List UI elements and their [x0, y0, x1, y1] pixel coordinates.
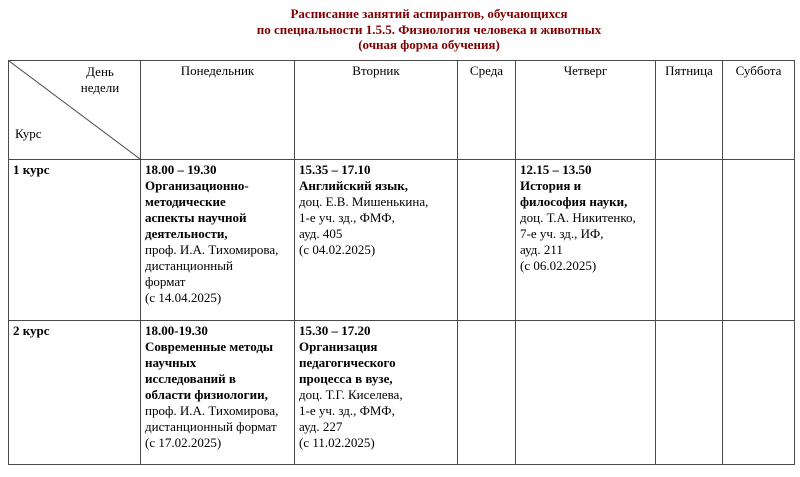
cell-course2-monday: [141, 321, 295, 465]
cell-course1-monday: [141, 160, 295, 321]
title-line-2: по специальности 1.5.5. Физиология человека и животных: [256, 21, 602, 37]
schedule-line: дистанционный: [145, 258, 233, 273]
cell-course1-friday: [656, 160, 723, 321]
title-line-1: Расписание занятий аспирантов, обучающихся: [290, 6, 568, 21]
schedule-line: ауд. 405: [299, 226, 343, 241]
header-monday: Понедельник: [141, 61, 295, 160]
header-row: [9, 61, 795, 160]
row-course-1: [9, 160, 795, 321]
schedule-line: методические: [145, 194, 226, 209]
schedule-line: философия науки,: [520, 194, 628, 209]
schedule-line: исследований в: [145, 371, 236, 386]
schedule-line: аспекты научной: [145, 210, 247, 225]
schedule-line: педагогического: [299, 355, 396, 370]
schedule-line: 15.30 – 17.20: [299, 323, 371, 338]
row-course-2: [9, 321, 795, 465]
document-title: [0, 6, 800, 53]
cell-course2-friday: [656, 321, 723, 465]
schedule-line: проф. И.А. Тихомирова,: [145, 242, 279, 257]
schedule-line: (с 06.02.2025): [520, 258, 597, 273]
schedule-line: Организационно-: [145, 178, 249, 193]
schedule-line: деятельности,: [145, 226, 228, 241]
cell-course2-thursday: [516, 321, 656, 465]
header-wednesday: Среда: [458, 61, 516, 160]
schedule-line: формат: [145, 274, 186, 289]
schedule-line: доц. Т.Г. Киселева,: [299, 387, 403, 402]
corner-label-course: Курс: [15, 126, 42, 141]
header-thursday: Четверг: [516, 61, 656, 160]
schedule-line: (с 04.02.2025): [299, 242, 376, 257]
header-tuesday: Вторник: [295, 61, 458, 160]
cell-course1-thursday: [516, 160, 656, 321]
header-saturday: Суббота: [723, 61, 795, 160]
schedule-line: научных: [145, 355, 197, 370]
cell-course2-tuesday: [295, 321, 458, 465]
cell-course1-tuesday: [295, 160, 458, 321]
schedule-line: 18.00 – 19.30: [145, 162, 217, 177]
cell-course1-saturday: [723, 160, 795, 321]
schedule-line: дистанционный формат: [145, 419, 277, 434]
cell-course2-wednesday: [458, 321, 516, 465]
cell-course1-wednesday: [458, 160, 516, 321]
schedule-line: История и: [520, 178, 582, 193]
schedule-table: [8, 60, 795, 465]
corner-label-day-of-week: День недели: [80, 64, 120, 95]
schedule-line: проф. И.А. Тихомирова,: [145, 403, 279, 418]
schedule-line: Организация: [299, 339, 378, 354]
schedule-line: доц. Е.В. Мишенькина,: [299, 194, 429, 209]
corner-cell-day-course: [9, 61, 141, 160]
schedule-line: (с 11.02.2025): [299, 435, 375, 450]
course-2-label: 2 курс: [9, 321, 141, 465]
schedule-line: доц. Т.А. Никитенко,: [520, 210, 636, 225]
course-1-label: 1 курс: [9, 160, 141, 321]
schedule-line: 1-е уч. зд., ФМФ,: [299, 403, 395, 418]
schedule-line: 1-е уч. зд., ФМФ,: [299, 210, 395, 225]
schedule-line: (с 14.04.2025): [145, 290, 222, 305]
schedule-line: Английский язык,: [299, 178, 409, 193]
cell-course2-saturday: [723, 321, 795, 465]
header-friday: Пятница: [656, 61, 723, 160]
schedule-line: 18.00-19.30: [145, 323, 208, 338]
schedule-line: Современные методы: [145, 339, 274, 354]
schedule-line: (с 17.02.2025): [145, 435, 222, 450]
title-line-3: (очная форма обучения): [358, 37, 500, 52]
schedule-line: 7-е уч. зд., ИФ,: [520, 226, 604, 241]
schedule-line: ауд. 211: [520, 242, 563, 257]
schedule-line: 15.35 – 17.10: [299, 162, 371, 177]
schedule-line: ауд. 227: [299, 419, 343, 434]
schedule-line: процесса в вузе,: [299, 371, 393, 386]
schedule-line: области физиологии,: [145, 387, 268, 402]
schedule-line: 12.15 – 13.50: [520, 162, 592, 177]
